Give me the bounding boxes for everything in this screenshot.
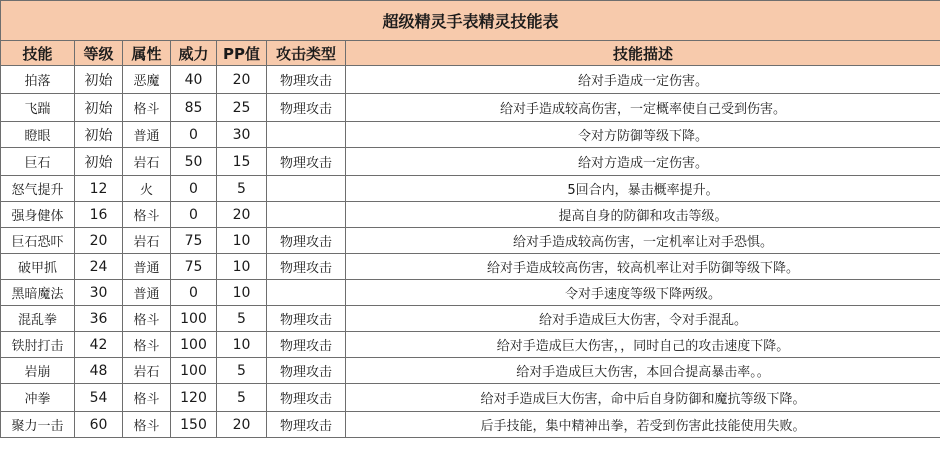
cell-pp: 10 bbox=[217, 332, 267, 358]
cell-pp: 10 bbox=[217, 280, 267, 306]
table-row bbox=[1, 94, 940, 122]
cell-description: 令对手速度等级下降两级。 bbox=[346, 280, 940, 306]
table-row bbox=[1, 202, 940, 228]
table-row bbox=[1, 384, 940, 412]
header-skill: 技能 bbox=[1, 41, 75, 66]
table-row bbox=[1, 332, 940, 358]
cell-pp: 20 bbox=[217, 66, 267, 94]
cell-attribute: 格斗 bbox=[123, 202, 171, 228]
header-attack-type: 攻击类型 bbox=[267, 41, 346, 66]
cell-skill-name: 冲拳 bbox=[1, 384, 75, 412]
cell-description: 给对手造成较高伤害，较高机率让对手防御等级下降。 bbox=[346, 254, 940, 280]
cell-attack-type bbox=[267, 176, 346, 202]
cell-attribute: 普通 bbox=[123, 122, 171, 148]
cell-pp: 5 bbox=[217, 176, 267, 202]
cell-skill-name: 巨石 bbox=[1, 148, 75, 176]
cell-attribute: 火 bbox=[123, 176, 171, 202]
cell-power: 150 bbox=[171, 412, 217, 438]
cell-description: 5回合内，暴击概率提升。 bbox=[346, 176, 940, 202]
table-row bbox=[1, 122, 940, 148]
cell-pp: 10 bbox=[217, 254, 267, 280]
cell-skill-name: 破甲抓 bbox=[1, 254, 75, 280]
cell-attack-type: 物理攻击 bbox=[267, 94, 346, 122]
cell-level: 42 bbox=[75, 332, 123, 358]
table-row bbox=[1, 306, 940, 332]
cell-skill-name: 岩崩 bbox=[1, 358, 75, 384]
cell-power: 100 bbox=[171, 306, 217, 332]
cell-power: 0 bbox=[171, 122, 217, 148]
cell-power: 50 bbox=[171, 148, 217, 176]
table-row bbox=[1, 228, 940, 254]
cell-power: 40 bbox=[171, 66, 217, 94]
cell-attribute: 格斗 bbox=[123, 412, 171, 438]
table-row bbox=[1, 280, 940, 306]
cell-level: 48 bbox=[75, 358, 123, 384]
cell-power: 100 bbox=[171, 332, 217, 358]
cell-pp: 25 bbox=[217, 94, 267, 122]
cell-level: 30 bbox=[75, 280, 123, 306]
cell-skill-name: 巨石恐吓 bbox=[1, 228, 75, 254]
cell-skill-name: 飞踹 bbox=[1, 94, 75, 122]
cell-description: 给对手造成一定伤害。 bbox=[346, 66, 940, 94]
cell-attack-type: 物理攻击 bbox=[267, 384, 346, 412]
cell-attack-type bbox=[267, 122, 346, 148]
cell-description: 给对手造成较高伤害，一定概率使自己受到伤害。 bbox=[346, 94, 940, 122]
cell-skill-name: 瞪眼 bbox=[1, 122, 75, 148]
cell-level: 初始 bbox=[75, 66, 123, 94]
skill-rows bbox=[1, 66, 940, 438]
cell-attribute: 岩石 bbox=[123, 228, 171, 254]
cell-attack-type: 物理攻击 bbox=[267, 66, 346, 94]
cell-skill-name: 聚力一击 bbox=[1, 412, 75, 438]
cell-attribute: 恶魔 bbox=[123, 66, 171, 94]
cell-attack-type: 物理攻击 bbox=[267, 148, 346, 176]
table-row bbox=[1, 358, 940, 384]
cell-pp: 15 bbox=[217, 148, 267, 176]
cell-description: 给对手造成巨大伤害，命中后自身防御和魔抗等级下降。 bbox=[346, 384, 940, 412]
header-level: 等级 bbox=[75, 41, 123, 66]
cell-attack-type: 物理攻击 bbox=[267, 254, 346, 280]
table-row bbox=[1, 254, 940, 280]
table-header-row bbox=[1, 41, 940, 66]
table-row bbox=[1, 66, 940, 94]
cell-attack-type: 物理攻击 bbox=[267, 332, 346, 358]
cell-level: 20 bbox=[75, 228, 123, 254]
cell-description: 后手技能，集中精神出拳，若受到伤害此技能使用失败。 bbox=[346, 412, 940, 438]
cell-power: 120 bbox=[171, 384, 217, 412]
table-title: 超级精灵手表精灵技能表 bbox=[1, 1, 940, 41]
cell-power: 0 bbox=[171, 176, 217, 202]
cell-power: 75 bbox=[171, 228, 217, 254]
cell-pp: 20 bbox=[217, 412, 267, 438]
cell-pp: 5 bbox=[217, 384, 267, 412]
header-power: 威力 bbox=[171, 41, 217, 66]
cell-description: 给对手造成巨大伤害，，同时自己的攻击速度下降。 bbox=[346, 332, 940, 358]
cell-description: 给对手造成巨大伤害，本回合提高暴击率。。 bbox=[346, 358, 940, 384]
cell-skill-name: 混乱拳 bbox=[1, 306, 75, 332]
cell-skill-name: 强身健体 bbox=[1, 202, 75, 228]
cell-level: 60 bbox=[75, 412, 123, 438]
cell-level: 16 bbox=[75, 202, 123, 228]
cell-power: 0 bbox=[171, 280, 217, 306]
cell-skill-name: 铁肘打击 bbox=[1, 332, 75, 358]
cell-power: 0 bbox=[171, 202, 217, 228]
cell-level: 初始 bbox=[75, 122, 123, 148]
cell-pp: 5 bbox=[217, 358, 267, 384]
cell-skill-name: 黑暗魔法 bbox=[1, 280, 75, 306]
cell-level: 24 bbox=[75, 254, 123, 280]
cell-description: 给对方造成一定伤害。 bbox=[346, 148, 940, 176]
cell-attack-type: 物理攻击 bbox=[267, 412, 346, 438]
cell-attack-type: 物理攻击 bbox=[267, 306, 346, 332]
cell-power: 100 bbox=[171, 358, 217, 384]
cell-attribute: 普通 bbox=[123, 280, 171, 306]
cell-attribute: 普通 bbox=[123, 254, 171, 280]
table-row bbox=[1, 176, 940, 202]
cell-level: 12 bbox=[75, 176, 123, 202]
cell-attack-type bbox=[267, 280, 346, 306]
table-title-row bbox=[1, 1, 940, 41]
cell-pp: 30 bbox=[217, 122, 267, 148]
cell-attribute: 格斗 bbox=[123, 332, 171, 358]
cell-pp: 20 bbox=[217, 202, 267, 228]
cell-attack-type bbox=[267, 202, 346, 228]
cell-attack-type: 物理攻击 bbox=[267, 228, 346, 254]
cell-level: 初始 bbox=[75, 94, 123, 122]
cell-description: 提高自身的防御和攻击等级。 bbox=[346, 202, 940, 228]
cell-power: 85 bbox=[171, 94, 217, 122]
cell-description: 令对方防御等级下降。 bbox=[346, 122, 940, 148]
cell-skill-name: 怒气提升 bbox=[1, 176, 75, 202]
table-row bbox=[1, 148, 940, 176]
cell-attribute: 格斗 bbox=[123, 306, 171, 332]
cell-attribute: 格斗 bbox=[123, 384, 171, 412]
cell-level: 初始 bbox=[75, 148, 123, 176]
cell-attribute: 岩石 bbox=[123, 358, 171, 384]
cell-description: 给对手造成较高伤害，一定机率让对手恐惧。 bbox=[346, 228, 940, 254]
cell-attribute: 岩石 bbox=[123, 148, 171, 176]
cell-attribute: 格斗 bbox=[123, 94, 171, 122]
header-description: 技能描述 bbox=[346, 41, 940, 66]
cell-power: 75 bbox=[171, 254, 217, 280]
header-pp: PP值 bbox=[217, 41, 267, 66]
cell-level: 54 bbox=[75, 384, 123, 412]
header-attribute: 属性 bbox=[123, 41, 171, 66]
cell-skill-name: 拍落 bbox=[1, 66, 75, 94]
table-row bbox=[1, 412, 940, 438]
cell-level: 36 bbox=[75, 306, 123, 332]
cell-attack-type: 物理攻击 bbox=[267, 358, 346, 384]
cell-pp: 10 bbox=[217, 228, 267, 254]
cell-description: 给对手造成巨大伤害，令对手混乱。 bbox=[346, 306, 940, 332]
cell-pp: 5 bbox=[217, 306, 267, 332]
